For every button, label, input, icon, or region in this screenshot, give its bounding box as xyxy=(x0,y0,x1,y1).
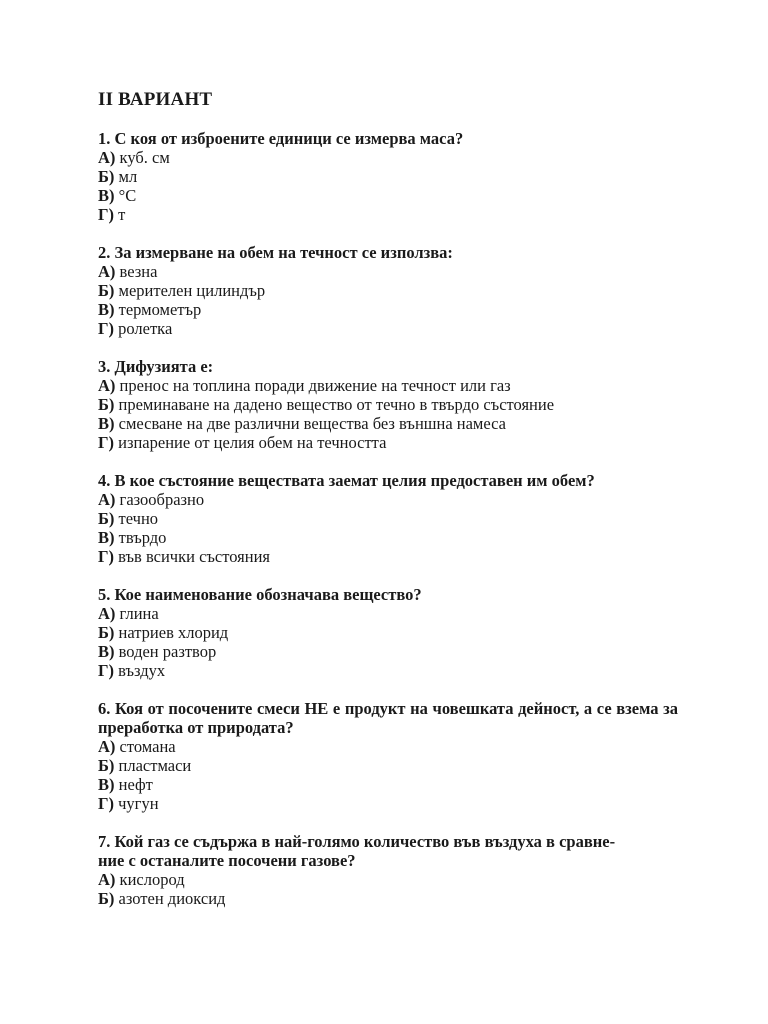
answer-letter: А) xyxy=(98,737,116,756)
answer-option xyxy=(98,547,678,566)
answer-text: ролетка xyxy=(114,319,173,338)
page-title: II ВАРИАНТ xyxy=(98,89,213,110)
answer-text: твърдо xyxy=(114,528,167,547)
question-4 xyxy=(98,471,678,566)
answer-text: натриев хлорид xyxy=(114,623,229,642)
question-text: 2. За измерване на обем на течност се използва: xyxy=(98,243,453,262)
answer-letter: А) xyxy=(98,148,116,167)
answer-letter: Б) xyxy=(98,509,115,528)
answer-text: течно xyxy=(114,509,159,528)
question-1 xyxy=(98,129,678,224)
answer-letter: В) xyxy=(98,528,115,547)
answer-letter: Б) xyxy=(98,167,115,186)
answer-option xyxy=(98,661,678,680)
answer-option xyxy=(98,205,678,224)
answer-text: мл xyxy=(114,167,138,186)
answer-option xyxy=(98,319,678,338)
answer-text: пластмаси xyxy=(114,756,192,775)
answer-letter: Г) xyxy=(98,794,114,813)
answer-option xyxy=(98,148,678,167)
answer-option xyxy=(98,642,678,661)
answer-text: газообразно xyxy=(115,490,205,509)
answer-option xyxy=(98,300,678,319)
answer-text: воден разтвор xyxy=(114,642,217,661)
question-3 xyxy=(98,357,678,452)
answer-option xyxy=(98,756,678,775)
answer-text: във всички състояния xyxy=(114,547,271,566)
answer-text: куб. см xyxy=(115,148,170,167)
question-2 xyxy=(98,243,678,338)
answer-text: нефт xyxy=(114,775,153,794)
answer-option xyxy=(98,433,678,452)
answer-text: изпарение от целия обем на течността xyxy=(114,433,387,452)
answer-option xyxy=(98,262,678,281)
answer-text: термометър xyxy=(114,300,202,319)
answer-letter: А) xyxy=(98,870,116,889)
answer-letter: В) xyxy=(98,642,115,661)
answer-option xyxy=(98,281,678,300)
answer-option xyxy=(98,870,678,889)
answer-option xyxy=(98,414,678,433)
question-6 xyxy=(98,699,678,813)
test-page xyxy=(98,88,678,927)
answer-letter: Г) xyxy=(98,205,114,224)
answer-text: °С xyxy=(114,186,137,205)
answer-letter: В) xyxy=(98,414,115,433)
answer-option xyxy=(98,737,678,756)
answer-letter: В) xyxy=(98,300,115,319)
answer-text: глина xyxy=(115,604,159,623)
answer-letter: Г) xyxy=(98,433,114,452)
answer-letter: Г) xyxy=(98,319,114,338)
question-text: 5. Кое наименование обозначава вещество? xyxy=(98,585,422,604)
answer-text: кислород xyxy=(115,870,185,889)
answer-letter: Г) xyxy=(98,661,114,680)
answer-text: азотен диоксид xyxy=(114,889,226,908)
answer-text: смесване на две различни вещества без външна намеса xyxy=(114,414,506,433)
answer-text: преминаване на дадено вещество от течно в твърдо състояние xyxy=(114,395,555,414)
question-7 xyxy=(98,832,678,908)
answer-option xyxy=(98,490,678,509)
question-text: 1. С коя от изброените единици се измерва маса? xyxy=(98,129,464,148)
answer-letter: Г) xyxy=(98,547,114,566)
answer-letter: А) xyxy=(98,376,116,395)
answer-letter: А) xyxy=(98,262,116,281)
answer-option xyxy=(98,376,678,395)
answer-text: мерителен цилиндър xyxy=(114,281,266,300)
question-text: 6. Коя от посочените смеси НЕ е продукт на човешката дейност, а се взема за преработка от природата? xyxy=(98,699,678,737)
answer-option xyxy=(98,889,678,908)
question-text-line-1: 7. Кой газ се съдържа в най-голямо количество във въздуха в сравне- xyxy=(98,832,616,851)
answer-text: въздух xyxy=(114,661,166,680)
answer-option xyxy=(98,604,678,623)
answer-letter: Б) xyxy=(98,623,115,642)
answer-option xyxy=(98,509,678,528)
answer-letter: Б) xyxy=(98,395,115,414)
answer-letter: А) xyxy=(98,490,116,509)
answer-text: везна xyxy=(115,262,158,281)
question-5 xyxy=(98,585,678,680)
answer-option xyxy=(98,395,678,414)
answer-text: стомана xyxy=(115,737,176,756)
answer-option xyxy=(98,775,678,794)
question-text: 3. Дифузията е: xyxy=(98,357,214,376)
answer-text: пренос на топлина поради движение на течност или газ xyxy=(115,376,511,395)
answer-option xyxy=(98,167,678,186)
answer-letter: В) xyxy=(98,186,115,205)
answer-letter: В) xyxy=(98,775,115,794)
question-text-line-2: ние с останалите посочени газове? xyxy=(98,851,356,870)
answer-text: чугун xyxy=(114,794,159,813)
answer-option xyxy=(98,528,678,547)
question-text: 4. В кое състояние веществата заемат целия предоставен им обем? xyxy=(98,471,595,490)
answer-letter: А) xyxy=(98,604,116,623)
answer-text: т xyxy=(114,205,126,224)
answer-option xyxy=(98,186,678,205)
answer-letter: Б) xyxy=(98,889,115,908)
answer-option xyxy=(98,794,678,813)
answer-letter: Б) xyxy=(98,281,115,300)
answer-letter: Б) xyxy=(98,756,115,775)
answer-option xyxy=(98,623,678,642)
